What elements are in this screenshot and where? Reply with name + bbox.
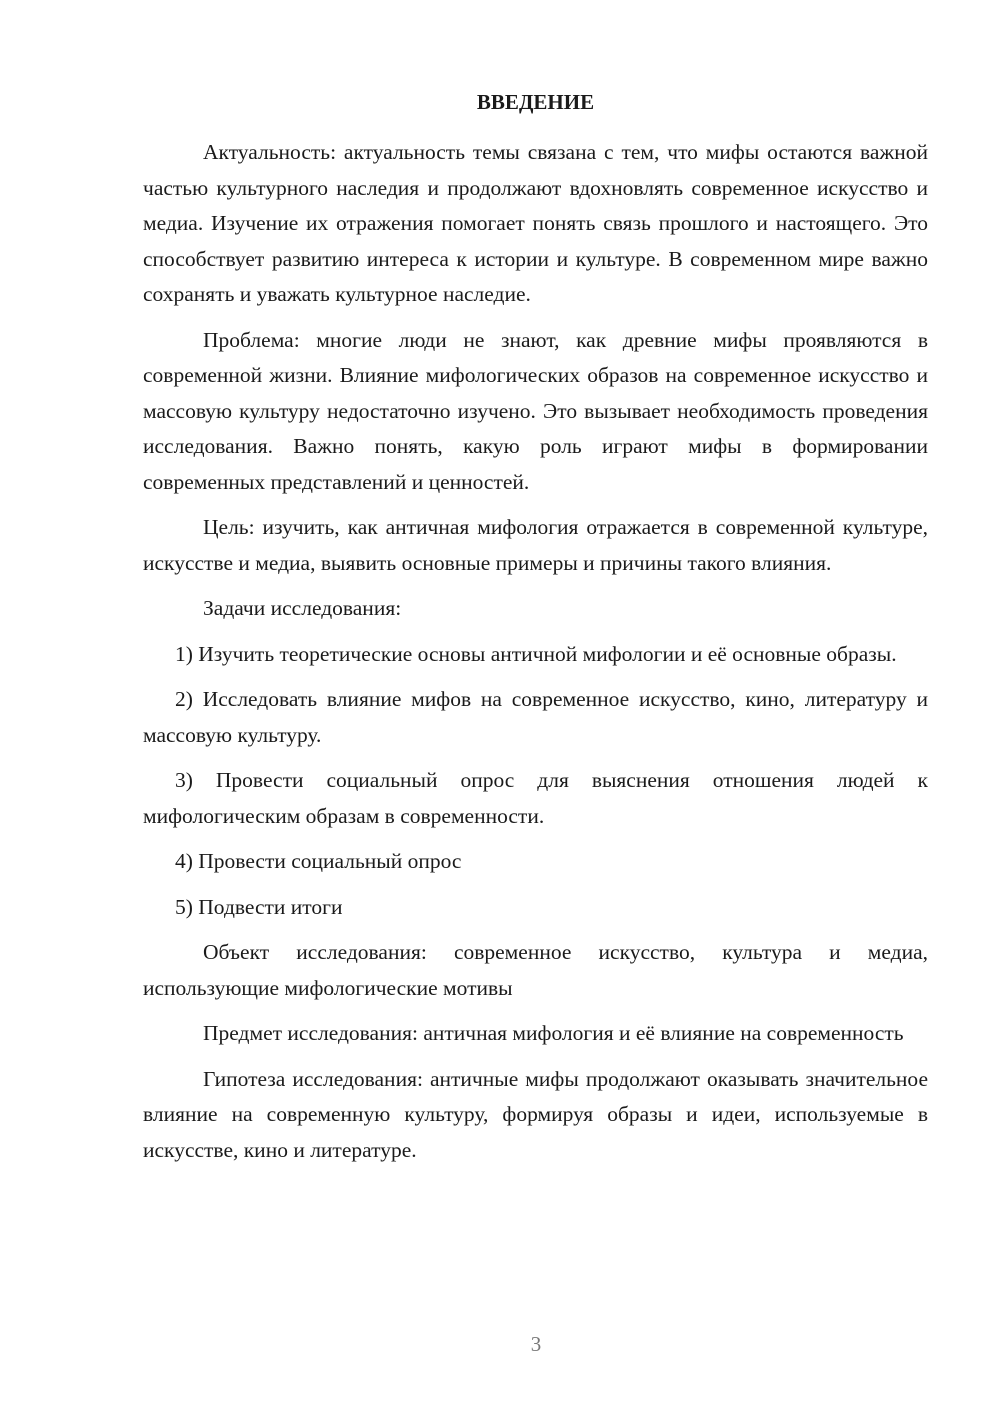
task-item-4: 4) Провести социальный опрос (175, 849, 462, 874)
task-item-3: 3) Провести социальный опрос для выяснения отношения людей к мифологическим образам в современности. (143, 768, 928, 828)
page-number: 3 (530, 1332, 542, 1356)
paragraph-goal: Цель: изучить, как античная мифология отражается в современной культуре, искусстве и медиа, выявить основные примеры и причины такого влияния. (143, 515, 928, 575)
paragraph-subject: Предмет исследования: античная мифология и её влияние на современность (203, 1021, 904, 1046)
paragraph-relevance: Актуальность: актуальность темы связана с тем, что мифы остаются важной частью культурного наследия и продолжают вдохновлять современное искусство и медиа. Изучение их отражения помогает понять связь прошлого и настоящего. Это способствует развитию интереса к истории и культуре. В современном мире важно сохранять и уважать культурное наследие. (143, 140, 928, 307)
task-list (143, 637, 928, 926)
task-item-5: 5) Подвести итоги (175, 894, 343, 919)
task-item-1: 1) Изучить теоретические основы античной мифологии и её основные образы. (175, 641, 897, 666)
tasks-heading: Задачи исследования: (203, 596, 402, 621)
paragraph-hypothesis: Гипотеза исследования: античные мифы продолжают оказывать значительное влияние на современную культуру, формируя образы и идеи, используемые в искусстве, кино и литературе. (143, 1066, 928, 1162)
task-item-2: 2) Исследовать влияние мифов на современное искусство, кино, литературу и массовую культуру. (143, 687, 928, 747)
document-page (143, 90, 928, 1178)
paragraph-problem: Проблема: многие люди не знают, как древние мифы проявляются в современной жизни. Влияние мифологических образов на современное искусство и массовую культуру недостаточно изучено. Это вызывает необходимость проведения исследования. Важно понять, какую роль играют мифы в формировании современных представлений и ценностей. (143, 327, 928, 494)
page-title: ВВЕДЕНИЕ (476, 90, 595, 114)
paragraph-object: Объект исследования: современное искусство, культура и медиа, использующие мифологические мотивы (143, 940, 928, 1000)
